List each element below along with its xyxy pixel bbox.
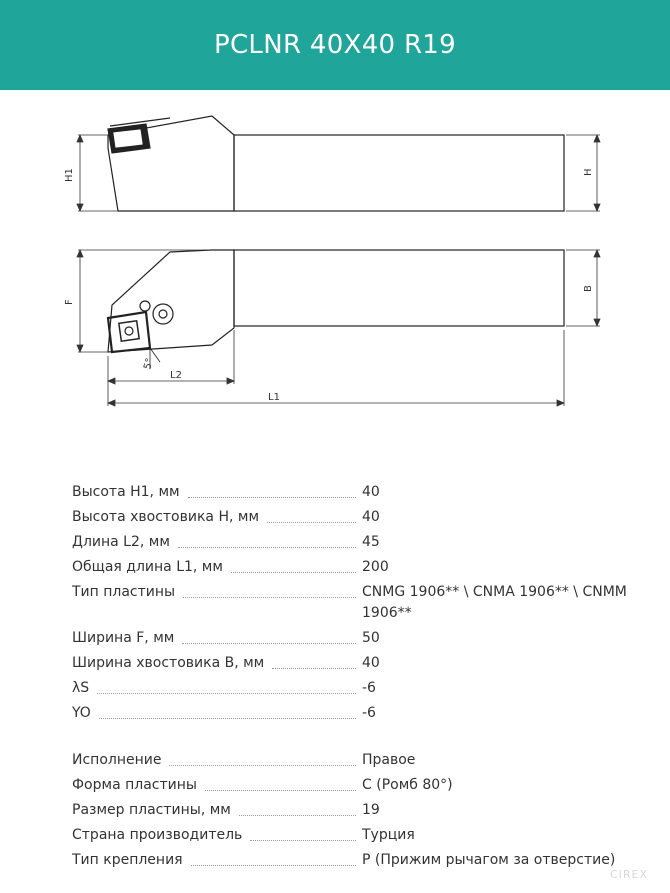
side-view-shank xyxy=(234,135,564,211)
spec-value: 200 xyxy=(362,559,389,575)
dotted-leader xyxy=(205,789,356,791)
dotted-leader xyxy=(97,692,356,694)
spec-value: P (Прижим рычагом за отверстие) xyxy=(362,852,616,868)
top-view-head xyxy=(108,250,234,352)
spec-value: -6 xyxy=(362,680,376,696)
top-view-shank xyxy=(234,250,564,326)
label-h: H xyxy=(583,168,594,176)
label-l2: L2 xyxy=(170,370,182,381)
spec-label: Форма пластины xyxy=(72,777,197,793)
spec-label: Длина L2, мм xyxy=(72,534,170,550)
spec-row xyxy=(72,825,652,846)
dotted-leader xyxy=(191,864,356,866)
dotted-leader xyxy=(231,571,356,573)
spec-row xyxy=(72,800,652,821)
spec-label: Высота хвостовика H, мм xyxy=(72,509,260,525)
dotted-leader xyxy=(169,764,356,766)
spec-value: C (Ромб 80°) xyxy=(362,777,453,793)
top-view-insert xyxy=(108,312,150,352)
spec-value: 50 xyxy=(362,630,380,646)
spec-value: Турция xyxy=(362,827,415,843)
spec-row xyxy=(72,653,652,674)
dotted-leader xyxy=(267,521,356,523)
spec-value: 40 xyxy=(362,509,380,525)
page-title: PCLNR 40X40 R19 xyxy=(214,30,456,60)
spec-value: -6 xyxy=(362,705,376,721)
spec-label: Исполнение xyxy=(72,752,162,768)
label-h1: H1 xyxy=(64,168,75,182)
dotted-leader xyxy=(178,546,356,548)
spec-label: Ширина хвостовика B, мм xyxy=(72,655,265,671)
spec-value: 45 xyxy=(362,534,380,550)
spec-label: YO xyxy=(72,705,91,721)
spec-label: λS xyxy=(72,680,90,696)
spec-label: Тип крепления xyxy=(72,852,183,868)
dotted-leader xyxy=(183,596,356,598)
spec-value: CNMG 1906** \ CNMA 1906** \ CNMM 1906** xyxy=(362,584,627,621)
watermark-logo: CIREX xyxy=(609,868,648,881)
spec-row xyxy=(72,557,652,578)
label-angle: 5° xyxy=(142,356,156,371)
spec-row xyxy=(72,628,652,649)
spec-row xyxy=(72,775,652,796)
spec-label: Тип пластины xyxy=(72,584,176,600)
spec-label: Размер пластины, мм xyxy=(72,802,231,818)
spec-row xyxy=(72,507,652,528)
dotted-leader xyxy=(99,717,356,719)
spec-row xyxy=(72,482,652,503)
dotted-leader xyxy=(272,667,356,669)
section-gap xyxy=(72,728,652,750)
spec-label: Страна производитель xyxy=(72,827,243,843)
dotted-leader xyxy=(239,814,356,816)
label-l1: L1 xyxy=(268,392,280,403)
page-header xyxy=(0,0,670,90)
spec-row xyxy=(72,850,652,871)
spec-label: Ширина F, мм xyxy=(72,630,175,646)
spec-row xyxy=(72,582,652,624)
dotted-leader xyxy=(250,839,356,841)
dotted-leader xyxy=(182,642,356,644)
spec-label: Высота H1, мм xyxy=(72,484,180,500)
spec-row xyxy=(72,750,652,771)
tool-holder-drawing xyxy=(0,100,670,430)
spec-value: 40 xyxy=(362,655,380,671)
dotted-leader xyxy=(188,496,356,498)
label-f: F xyxy=(64,299,75,305)
specs-table xyxy=(72,482,652,875)
spec-value: 40 xyxy=(362,484,380,500)
spec-value: Правое xyxy=(362,752,416,768)
spec-value: 19 xyxy=(362,802,380,818)
technical-drawing xyxy=(0,100,670,430)
label-b: B xyxy=(583,285,594,292)
spec-row xyxy=(72,703,652,724)
spec-label: Общая длина L1, мм xyxy=(72,559,223,575)
spec-row xyxy=(72,678,652,699)
spec-row xyxy=(72,532,652,553)
